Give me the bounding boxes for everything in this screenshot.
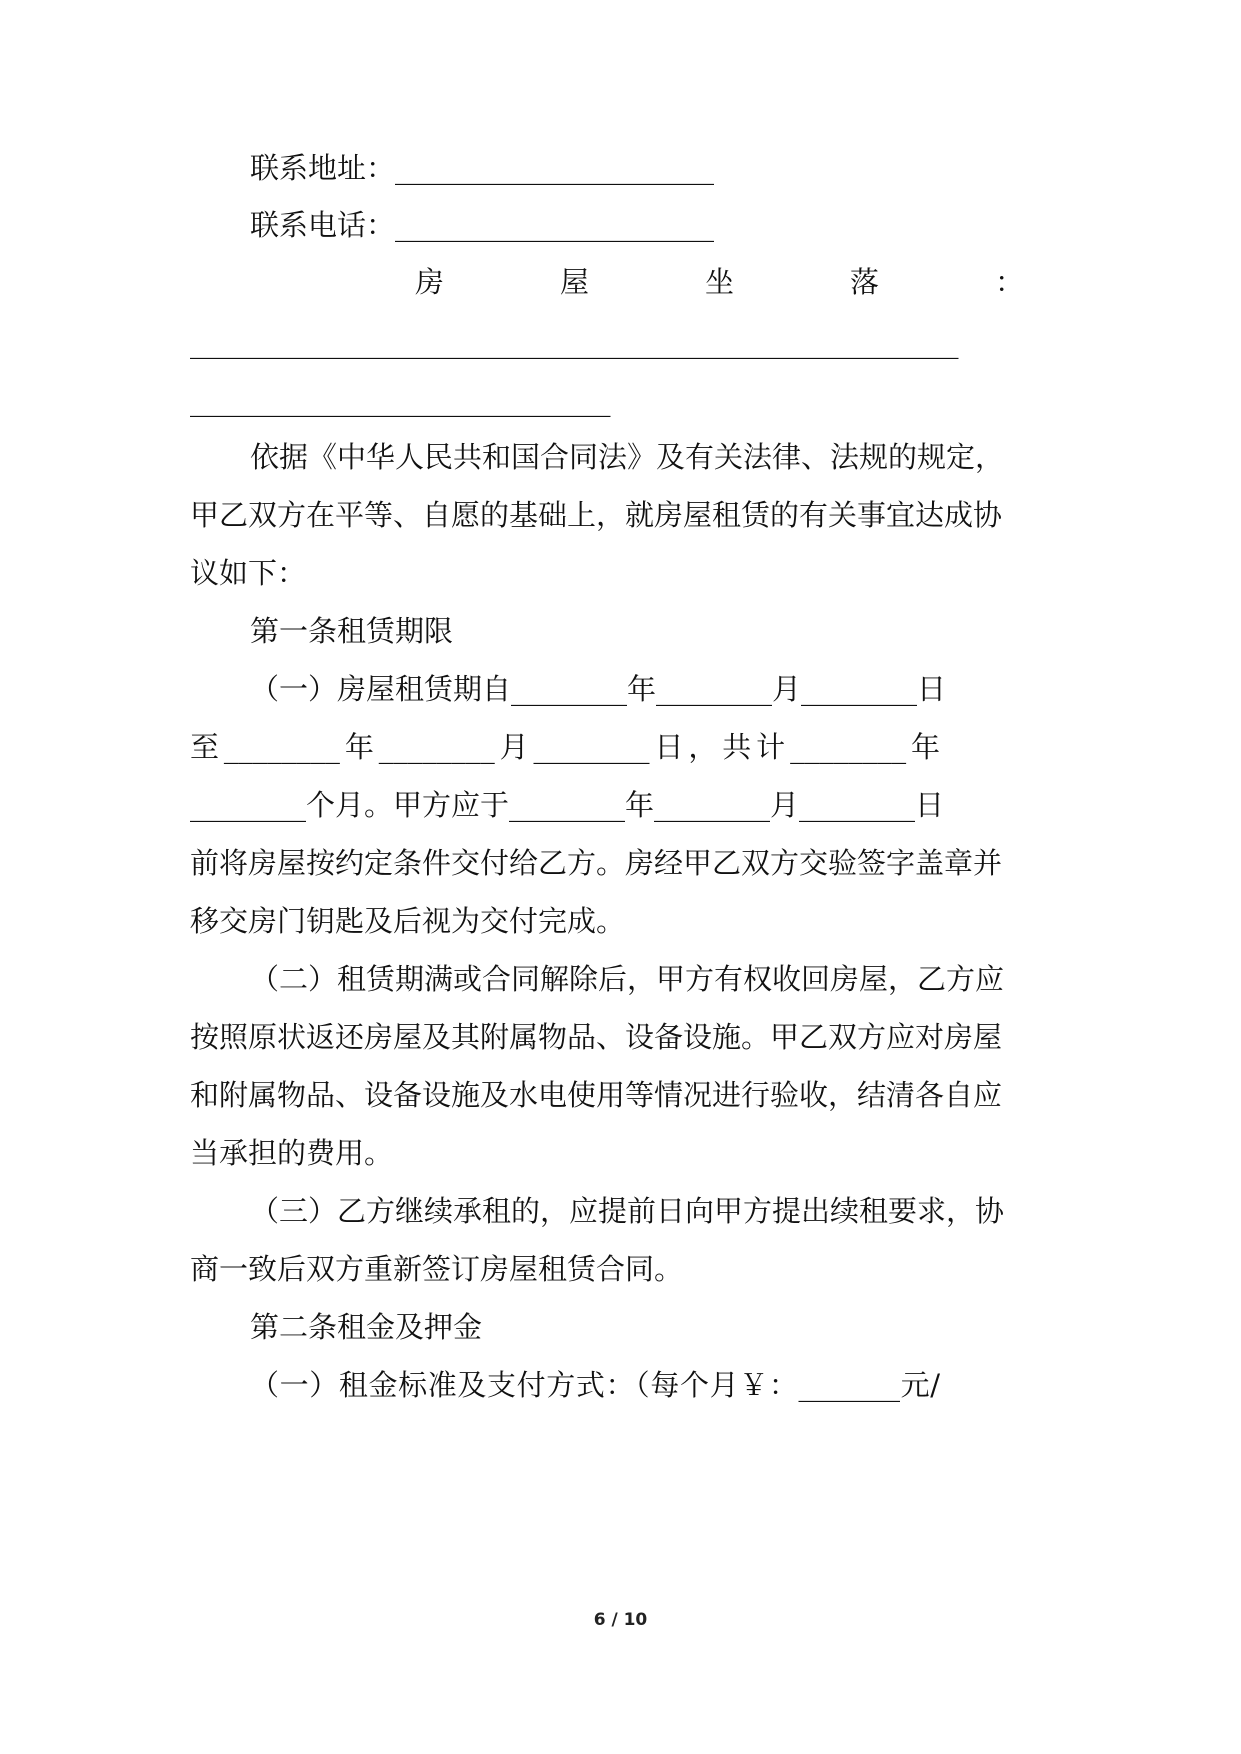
paragraph-line: （二）租赁期满或合同解除后，甲方有权收回房屋，乙方应	[250, 962, 1005, 996]
paragraph-line: （一）租金标准及支付方式：（每个月￥：_______元/	[250, 1368, 940, 1402]
contact-phone-line: 联系电话：______________________	[250, 208, 715, 242]
article-heading: 第二条租金及押金	[250, 1310, 483, 1344]
paragraph-line: ________个月。甲方应于________年________月________日	[190, 788, 945, 822]
property-location-label: 房 屋 坐 落 ：	[415, 265, 1025, 299]
article-heading: 第一条租赁期限	[250, 614, 454, 648]
paragraph-line: 当承担的费用。	[190, 1136, 394, 1170]
paragraph-line: 移交房门钥匙及后视为交付完成。	[190, 904, 626, 938]
paragraph-line: 依据《中华人民共和国合同法》及有关法律、法规的规定，	[250, 440, 1005, 474]
paragraph-line: （一）房屋租赁期自________年________月________日	[250, 672, 947, 706]
page-number: 6 / 10	[593, 1610, 648, 1630]
paragraph-line: 商一致后双方重新签订房屋租赁合同。	[190, 1252, 684, 1286]
paragraph-line: （三）乙方继续承租的，应提前日向甲方提出续租要求，协	[250, 1194, 1005, 1228]
paragraph-line: 至________年________月________日，共计________年	[190, 730, 940, 764]
paragraph-line: 和附属物品、设备设施及水电使用等情况进行验收，结清各自应	[190, 1078, 1003, 1112]
property-location-blank-2: _____________________________	[190, 383, 611, 417]
paragraph-line: 按照原状返还房屋及其附属物品、设备设施。甲乙双方应对房屋	[190, 1020, 1003, 1054]
paragraph-line: 议如下：	[190, 556, 307, 590]
paragraph-line: 甲乙双方在平等、自愿的基础上，就房屋租赁的有关事宜达成协	[190, 498, 1003, 532]
contact-address-line: 联系地址：______________________	[250, 151, 715, 185]
paragraph-line: 前将房屋按约定条件交付给乙方。房经甲乙双方交验签字盖章并	[190, 846, 1003, 880]
property-location-blank-1: _____________________________________________________	[190, 325, 959, 359]
